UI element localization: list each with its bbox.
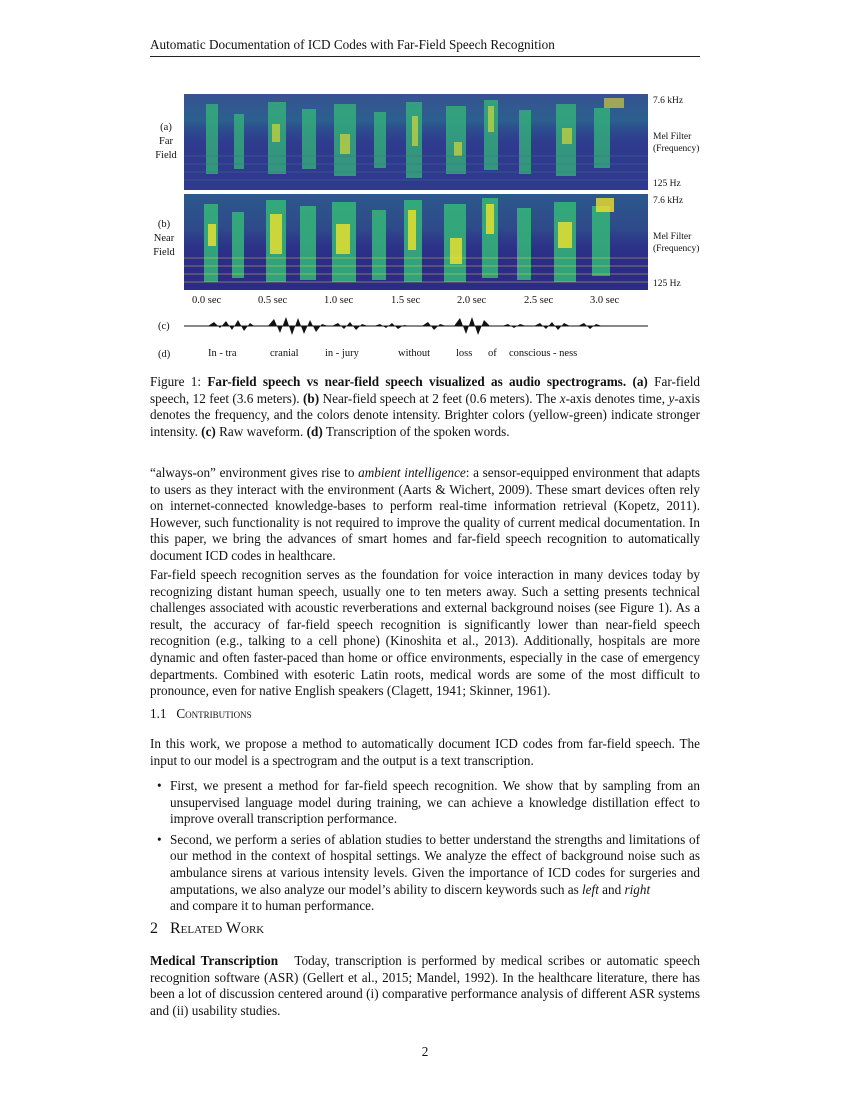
far-axis-title (653, 132, 699, 156)
word-label: In - tra (208, 348, 237, 359)
section-number: 2 (150, 920, 158, 937)
near-axis-line2: (Frequency) (653, 243, 700, 254)
paragraph-ambient (150, 465, 700, 565)
word-label: without (398, 348, 431, 359)
subsection-heading (150, 706, 252, 722)
figure-caption (150, 374, 700, 440)
panel-a-line1: Far (159, 136, 173, 148)
panel-b-tag: (b) (157, 219, 171, 230)
panel-b-line1: Near (153, 233, 175, 245)
far-axis-line1: Mel Filter (653, 132, 692, 142)
time-tick: 1.0 sec (324, 295, 354, 306)
caption-y-var: y (668, 390, 675, 406)
paragraph-far-field: Far-field speech recognition serves as the foundation for voice interaction in many devices today by recognizing distant human speech, usually one to ten meters away. Such a setting presents technical challenges associated with acoustic reverberations and external background noises (see Figure 1). As a result, the accuracy of far-field speech recognition is significantly lower than near-field speech recognition (e.g., talking to a cell phone) (Kinoshita et al., 2013). Additionally, hospitals are more dynamic and often faster-paced than home or office environments, especially in the case of emergency departments. Combined with esoteric Latin roots, medical words are some of the most difficult to pronounce, even for native English speakers (Clagett, 1941; Skinner, 1961). (150, 567, 700, 699)
raw-waveform (184, 312, 648, 340)
near-axis-line1: Mel Filter (653, 232, 692, 242)
panel-a-tag: (a) (160, 122, 172, 133)
section-heading (150, 920, 264, 938)
list-item (150, 778, 700, 828)
caption-tag-c: (c) (201, 423, 216, 439)
panel-b-line2: Field (153, 247, 175, 259)
caption-text-a: Far-field speech, 12 feet (3.6 meters). (150, 374, 701, 406)
panel-c-label: (c) (158, 321, 170, 332)
caption-y-text: -axis denotes the frequency, and the colors denote intensity. Brighter colors (yellow-green) indicate stronger intensity. (150, 390, 701, 439)
contribution-list (150, 778, 700, 919)
p1-emphasis: ambient intelligence (358, 465, 466, 480)
time-tick: 2.5 sec (524, 295, 554, 306)
runin-heading: Medical Transcription (150, 953, 279, 968)
time-tick: 0.5 sec (258, 295, 288, 306)
bullet-icon: • (157, 831, 162, 847)
time-tick: 1.5 sec (391, 295, 421, 306)
caption-x-text: -axis denotes time, (565, 390, 666, 406)
p1-text-a: “always-on” environment gives rise to (150, 465, 355, 480)
panel-b-label (146, 218, 182, 261)
caption-text-b: Near-field speech at 2 feet (0.6 meters). The (322, 390, 557, 406)
p1-text-b: : a sensor-equipped environment that adapts to users as they interact with the environment (Aarts & Wichert, 2009). These smart devices often rely on internet-connected knowledge-bases to perform real-time information retrieval (Kopetz, 2011). However, such functionality is not required to improve the quality of current medical documentation. In this paper, we bring the advances of smart homes and far-field speech recognition to automatically document ICD codes in healthcare. (150, 465, 700, 563)
panel-a-label (150, 121, 182, 164)
bullet2-right: right (624, 881, 651, 897)
bullet1-text: First, we present a method for far-field speech recognition. We show that by sampling from an unsupervised language model during training, we can achieve a knowledge distillation effect to improve overall transcription performance. (170, 778, 700, 827)
caption-tag-b: (b) (303, 390, 320, 406)
caption-title: Far-field speech vs near-field speech visualized as audio spectrograms. (207, 374, 627, 389)
word-label: of (488, 348, 497, 359)
near-field-spectrogram (184, 194, 648, 290)
bullet2-left: left (582, 881, 599, 897)
caption-text-c: Raw waveform. (219, 423, 304, 439)
running-header: Automatic Documentation of ICD Codes with Far-Field Speech Recognition (150, 37, 700, 57)
word-label: loss (456, 348, 473, 359)
word-label: conscious - ness (509, 348, 578, 359)
bullet2-text-a: Second, we perform a series of ablation studies to better understand the strengths and limitations of our method in the context of hospital settings. We analyze the effect of background noise such as ambulance sirens at various intensity levels. Given the importance of ICD codes for surgeries and amputations, we also analyze our model’s ability to discern keywords such as (170, 831, 700, 897)
time-tick: 3.0 sec (590, 295, 620, 306)
list-item (150, 832, 700, 915)
caption-x-var: x (559, 390, 566, 406)
near-freq-top: 7.6 kHz (653, 196, 684, 206)
subsection-number: 1.1 (150, 706, 167, 721)
bullet-icon: • (157, 778, 162, 793)
near-field-spectrogram-image (184, 194, 648, 290)
caption-tag-a: (a) (632, 374, 648, 389)
caption-text-d: Transcription of the spoken words. (325, 423, 510, 439)
panel-a-line2: Field (155, 150, 177, 162)
far-axis-line2: (Frequency) (653, 143, 700, 154)
near-axis-title (653, 232, 699, 256)
paragraph-contributions: In this work, we propose a method to automatically document ICD codes from far-field speech. The input to our model is a spectrogram and the output is a text transcription. (150, 736, 700, 768)
subsection-title: Contributions (176, 706, 252, 721)
time-tick: 2.0 sec (457, 295, 487, 306)
bullet2-and: and (602, 881, 622, 897)
far-field-spectrogram-image (184, 94, 648, 190)
time-tick: 0.0 sec (192, 295, 222, 306)
paragraph-medical-transcription (150, 953, 700, 1019)
bullet2-text-b: and compare it to human performance. (170, 898, 375, 914)
word-label: cranial (270, 348, 299, 359)
page-number: 2 (421, 1044, 429, 1059)
section-title: Related Work (170, 920, 265, 937)
far-freq-top: 7.6 kHz (653, 96, 684, 106)
p4-text: Today, transcription is performed by medical scribes or automatic speech recognition software (ASR) (Gellert et al., 2015; Mandel, 1992). In the healthcare literature, there has been a lot of discussion centered around (i) comparative performance analysis of different ASR systems and (ii) usability studies. (150, 953, 701, 1018)
far-freq-bottom: 125 Hz (653, 179, 681, 189)
far-field-spectrogram (184, 94, 648, 190)
word-label: in - jury (325, 348, 359, 359)
near-freq-bottom: 125 Hz (653, 279, 681, 289)
panel-d-label: (d) (158, 349, 171, 360)
caption-tag-d: (d) (306, 423, 323, 439)
caption-label: Figure 1: (150, 374, 201, 389)
